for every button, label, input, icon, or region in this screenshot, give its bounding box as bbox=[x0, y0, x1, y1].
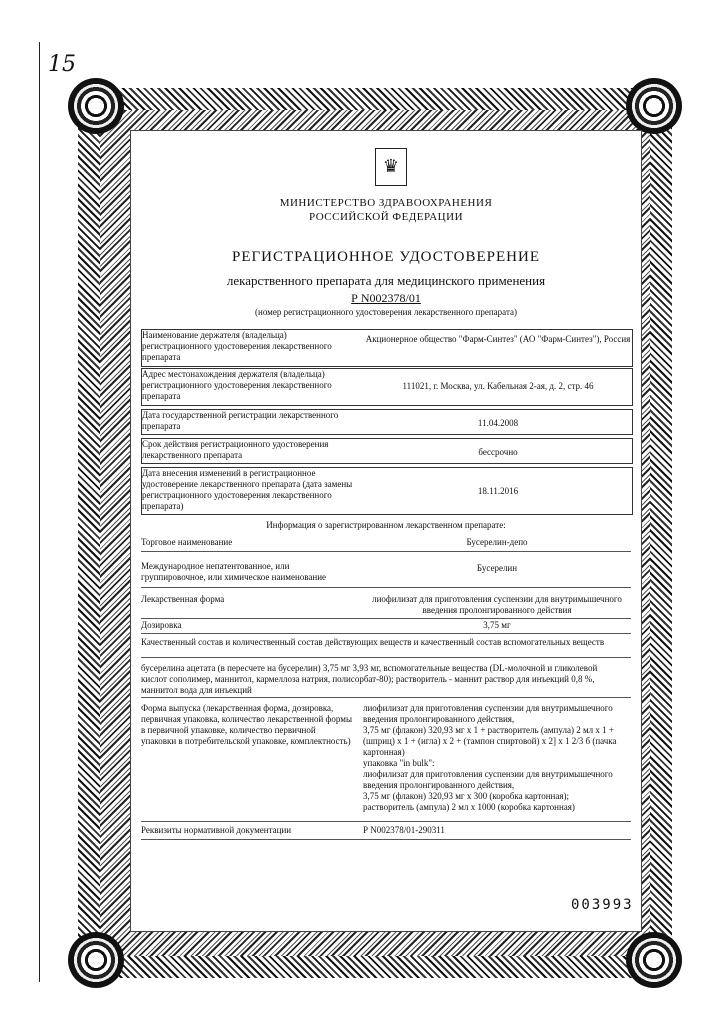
row-label: Дата государственной регистрации лекарственного препарата bbox=[142, 410, 339, 431]
row-label: Лекарственная форма bbox=[141, 594, 225, 604]
registration-number-caption: (номер регистрационного удостоверения лекарственного препарата) bbox=[255, 307, 517, 317]
row-value: Р N002378/01-290311 bbox=[363, 825, 445, 835]
info-heading: Информация о зарегистрированном лекарственном препарате: bbox=[266, 520, 506, 530]
composition-text: бусерелина ацетата (в пересчете на бусерелин) 3,75 мг 3,93 мг, вспомогательные вещества (DL-молочной и гликолевой кислот сополимер, маннитол, кармеллоза натрия, полисорбат-80); растворитель - маннит раствор для инъекций 0,8 %, маннитол вода для инъекций bbox=[141, 663, 598, 695]
row-label: Дозировка bbox=[141, 620, 182, 630]
row-label: Срок действия регистрационного удостоверения лекарственного препарата bbox=[142, 439, 329, 460]
release-form-value bbox=[363, 703, 631, 813]
row-value: Бусерелин-депо bbox=[466, 537, 528, 547]
row-label: Адрес местонахождения держателя (владельца) регистрационного удостоверения лекарственного препарата bbox=[142, 369, 332, 401]
trade-name-row bbox=[141, 537, 631, 549]
release-line: 3,75 мг (флакон) 320,93 мг x 1 + растворитель (ампула) 2 мл x 1 + (шприц) x 1 + (игла) x 2 + (тампон спиртовой) x 2] x 1 2/3 б (пачка картонная) bbox=[363, 725, 617, 757]
document-title: РЕГИСТРАЦИОННОЕ УДОСТОВЕРЕНИЕ bbox=[232, 249, 540, 265]
ministry-country: РОССИЙСКОЙ ФЕДЕРАЦИИ bbox=[308, 211, 464, 223]
holder-address-row bbox=[141, 368, 633, 406]
row-value: Бусерелин bbox=[476, 563, 518, 573]
handwritten-number: 15 bbox=[48, 52, 76, 77]
row-value: Акционерное общество "Фарм-Синтез" (АО "Фарм-Синтез"), Россия bbox=[365, 334, 631, 344]
release-line: упаковка "in bulk": bbox=[363, 758, 435, 768]
dosage-form-row bbox=[141, 594, 631, 618]
divider bbox=[141, 618, 631, 619]
row-label: Реквизиты нормативной документации bbox=[141, 825, 292, 835]
row-value: 18.11.2016 bbox=[477, 486, 519, 496]
validity-row bbox=[141, 438, 633, 464]
divider bbox=[141, 839, 631, 840]
page-edge-line bbox=[39, 42, 40, 982]
inn-row bbox=[141, 561, 631, 585]
composition-heading: Качественный состав и количественный состав действующих веществ и качественный состав вспомогательных веществ bbox=[141, 637, 605, 647]
row-value: бессрочно bbox=[478, 447, 518, 457]
corner-rosette-icon bbox=[68, 78, 124, 134]
row-label: Торговое наименование bbox=[141, 537, 233, 547]
certificate-body bbox=[130, 130, 642, 932]
row-value: 11.04.2008 bbox=[477, 418, 519, 428]
release-form-row bbox=[141, 703, 631, 823]
row-value: 3,75 мг bbox=[483, 620, 511, 630]
divider bbox=[141, 633, 631, 634]
ministry-name: МИНИСТЕРСТВО ЗДРАВООХРАНЕНИЯ bbox=[279, 197, 493, 209]
row-label: Дата внесения изменений в регистрационное удостоверение лекарственного препарата (дата замены регистрационного удостоверения лекарственного препарата) bbox=[142, 468, 353, 511]
strength-row bbox=[141, 620, 631, 632]
document-subtitle: лекарственного препарата для медицинского применения bbox=[226, 273, 546, 288]
row-label: Международное непатентованное, или группировочное, или химическое наименование bbox=[141, 561, 327, 582]
row-label: Форма выпуска (лекарственная форма, дозировка, первичная упаковка, количество лекарственной формы в первичной упаковке, количество первичной упаковки в потребительской упаковке, комплектность) bbox=[141, 703, 352, 746]
release-line: лиофилизат для приготовления суспензии для внутримышечного введения пролонгированного действия, bbox=[363, 703, 613, 724]
row-label: Наименование держателя (владельца) регистрационного удостоверения лекарственного препарата bbox=[142, 330, 332, 362]
divider bbox=[141, 657, 631, 658]
divider bbox=[141, 587, 631, 588]
corner-rosette-icon bbox=[626, 932, 682, 988]
corner-rosette-icon bbox=[626, 78, 682, 134]
release-line: растворитель (ампула) 2 мл x 1000 (коробка картонная) bbox=[363, 802, 575, 812]
normative-row bbox=[141, 825, 631, 837]
amendment-date-row bbox=[141, 467, 633, 515]
divider bbox=[141, 551, 631, 552]
divider bbox=[141, 697, 631, 698]
registration-date-row bbox=[141, 409, 633, 435]
row-value: 111021, г. Москва, ул. Кабельная 2-ая, д. 2, стр. 46 bbox=[402, 381, 594, 391]
release-line: 3,75 мг (флакон) 320,93 мг x 300 (коробка картонная); bbox=[363, 791, 570, 801]
registration-number: Р N002378/01 bbox=[351, 291, 421, 305]
serial-number: 003993 bbox=[571, 897, 634, 913]
coat-of-arms-icon: ♛ bbox=[375, 148, 407, 186]
holder-name-row bbox=[141, 329, 633, 367]
row-value: лиофилизат для приготовления суспензии для внутримышечного введения пролонгированного действия bbox=[372, 594, 622, 615]
release-line: лиофилизат для приготовления суспензии для внутримышечного введения пролонгированного действия, bbox=[363, 769, 613, 790]
divider bbox=[141, 821, 631, 822]
corner-rosette-icon bbox=[68, 932, 124, 988]
